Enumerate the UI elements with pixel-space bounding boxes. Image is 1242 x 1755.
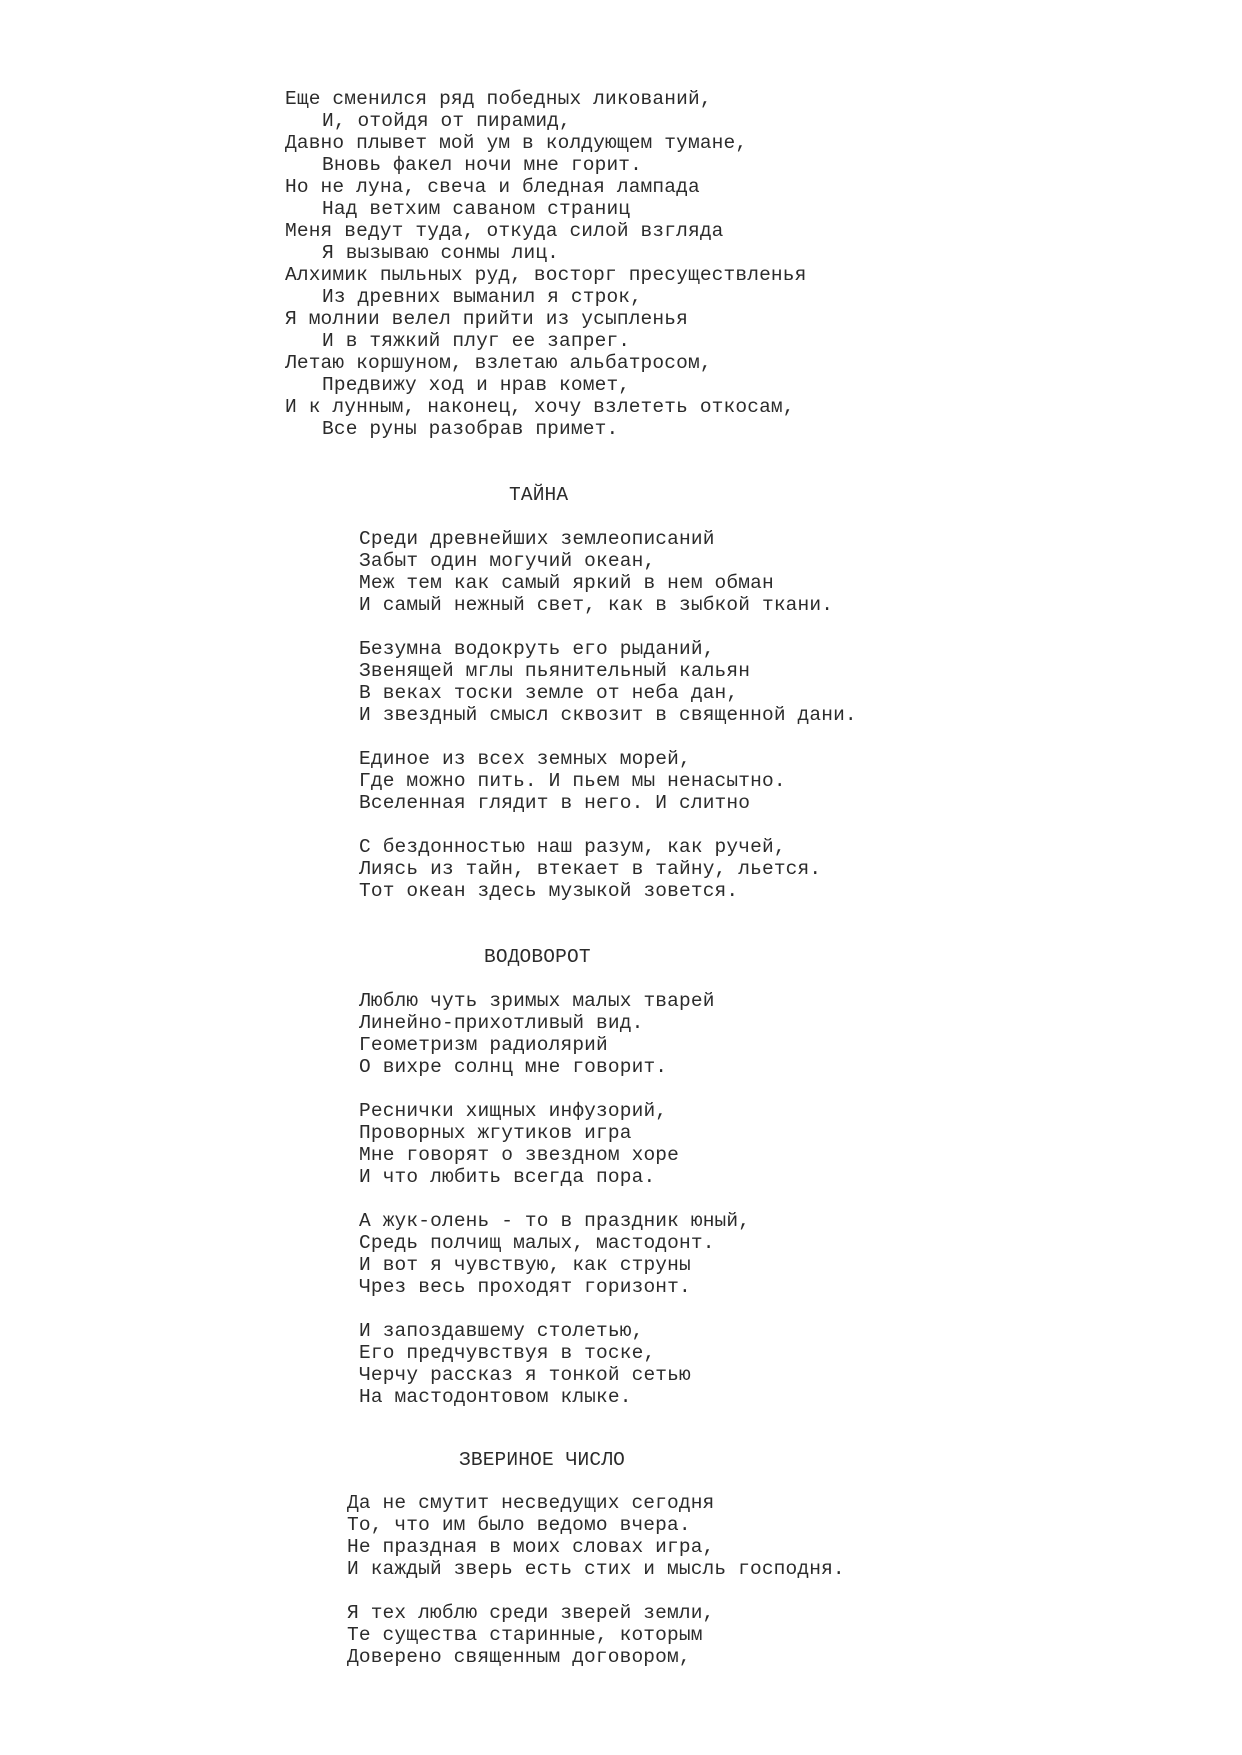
- poem-line: А жук-олень - то в праздник юный,: [359, 1210, 751, 1232]
- poem-line: Не праздная в моих словах игра,: [347, 1536, 715, 1558]
- poem-line: В веках тоски земле от неба дан,: [359, 682, 739, 704]
- poem-line: И, отойдя от пирамид,: [322, 110, 571, 132]
- poem-line: Я вызываю сонмы лиц.: [322, 242, 560, 264]
- poem-line: Чрез весь проходят горизонт.: [359, 1276, 691, 1298]
- poem-line: Средь полчищ малых, мастодонт.: [359, 1232, 715, 1254]
- poem-line: Алхимик пыльных руд, восторг пресуществленья: [285, 264, 807, 286]
- poem-line: Предвижу ход и нрав комет,: [322, 374, 631, 396]
- poem-line: Вновь факел ночи мне горит.: [322, 154, 643, 176]
- poem-line: Я молнии велел прийти из усыпленья: [285, 308, 688, 330]
- poem-line: Летаю коршуном, взлетаю альбатросом,: [285, 352, 712, 374]
- poem-line: Меня ведут туда, откуда силой взгляда: [285, 220, 724, 242]
- poem-line: И запоздавшему столетью,: [359, 1320, 644, 1342]
- poem-line: Звенящей мглы пьянительный кальян: [359, 660, 751, 682]
- poem-line: Единое из всех земных морей,: [359, 748, 691, 770]
- poem-line: Черчу рассказ я тонкой сетью: [359, 1364, 691, 1386]
- poem-line: Все руны разобрав примет.: [322, 418, 619, 440]
- poem-title: ЗВЕРИНОЕ ЧИСЛО: [459, 1449, 625, 1471]
- poem-line: И звездный смысл сквозит в священной дани.: [359, 704, 857, 726]
- poem-line: Проворных жгутиков игра: [359, 1122, 632, 1144]
- poem-line: Я тех люблю среди зверей земли,: [347, 1602, 715, 1624]
- poem-line: Меж тем как самый яркий в нем обман: [359, 572, 774, 594]
- poem-line: То, что им было ведомо вчера.: [347, 1514, 691, 1536]
- poem-title: ТАЙНА: [509, 484, 569, 506]
- poem-line: Из древних выманил я строк,: [322, 286, 643, 308]
- poem-line: И самый нежный свет, как в зыбкой ткани.: [359, 594, 834, 616]
- poem-line: На мастодонтовом клыке.: [359, 1386, 632, 1408]
- poem-line: О вихре солнц мне говорит.: [359, 1056, 668, 1078]
- poem-line: С бездонностью наш разум, как ручей,: [359, 836, 786, 858]
- poem-line: Тот океан здесь музыкой зовется.: [359, 880, 739, 902]
- poem-line: И вот я чувствую, как струны: [359, 1254, 691, 1276]
- poem-line: Люблю чуть зримых малых тварей: [359, 990, 715, 1012]
- poem-line: Вселенная глядит в него. И слитно: [359, 792, 751, 814]
- poem-title: ВОДОВОРОТ: [484, 946, 591, 968]
- poem-line: Но не луна, свеча и бледная лампада: [285, 176, 700, 198]
- poem-line: Линейно-прихотливый вид.: [359, 1012, 644, 1034]
- poem-line: Да не смутит несведущих сегодня: [347, 1492, 715, 1514]
- poem-line: Где можно пить. И пьем мы ненасытно.: [359, 770, 786, 792]
- poem-line: Давно плывет мой ум в колдующем тумане,: [285, 132, 748, 154]
- poem-line: Те существа старинные, которым: [347, 1624, 703, 1646]
- poem-line: Еще сменился ряд победных ликований,: [285, 88, 712, 110]
- poem-line: И что любить всегда пора.: [359, 1166, 656, 1188]
- poem-line: И к лунным, наконец, хочу взлететь откосам,: [285, 396, 795, 418]
- poem-line: Реснички хищных инфузорий,: [359, 1100, 668, 1122]
- poem-line: Безумна водокруть его рыданий,: [359, 638, 715, 660]
- poem-line: Над ветхим саваном страниц: [322, 198, 631, 220]
- poem-line: И каждый зверь есть стих и мысль господня.: [347, 1558, 845, 1580]
- poem-line: Забыт один могучий океан,: [359, 550, 656, 572]
- poem-line: Среди древнейших землеописаний: [359, 528, 715, 550]
- poem-line: Его предчувствуя в тоске,: [359, 1342, 656, 1364]
- poem-line: Лиясь из тайн, втекает в тайну, льется.: [359, 858, 822, 880]
- poem-line: Геометризм радиолярий: [359, 1034, 608, 1056]
- poem-line: Доверено священным договором,: [347, 1646, 691, 1668]
- poem-line: Мне говорят о звездном хоре: [359, 1144, 680, 1166]
- poem-line: И в тяжкий плуг ее запрег.: [322, 330, 631, 352]
